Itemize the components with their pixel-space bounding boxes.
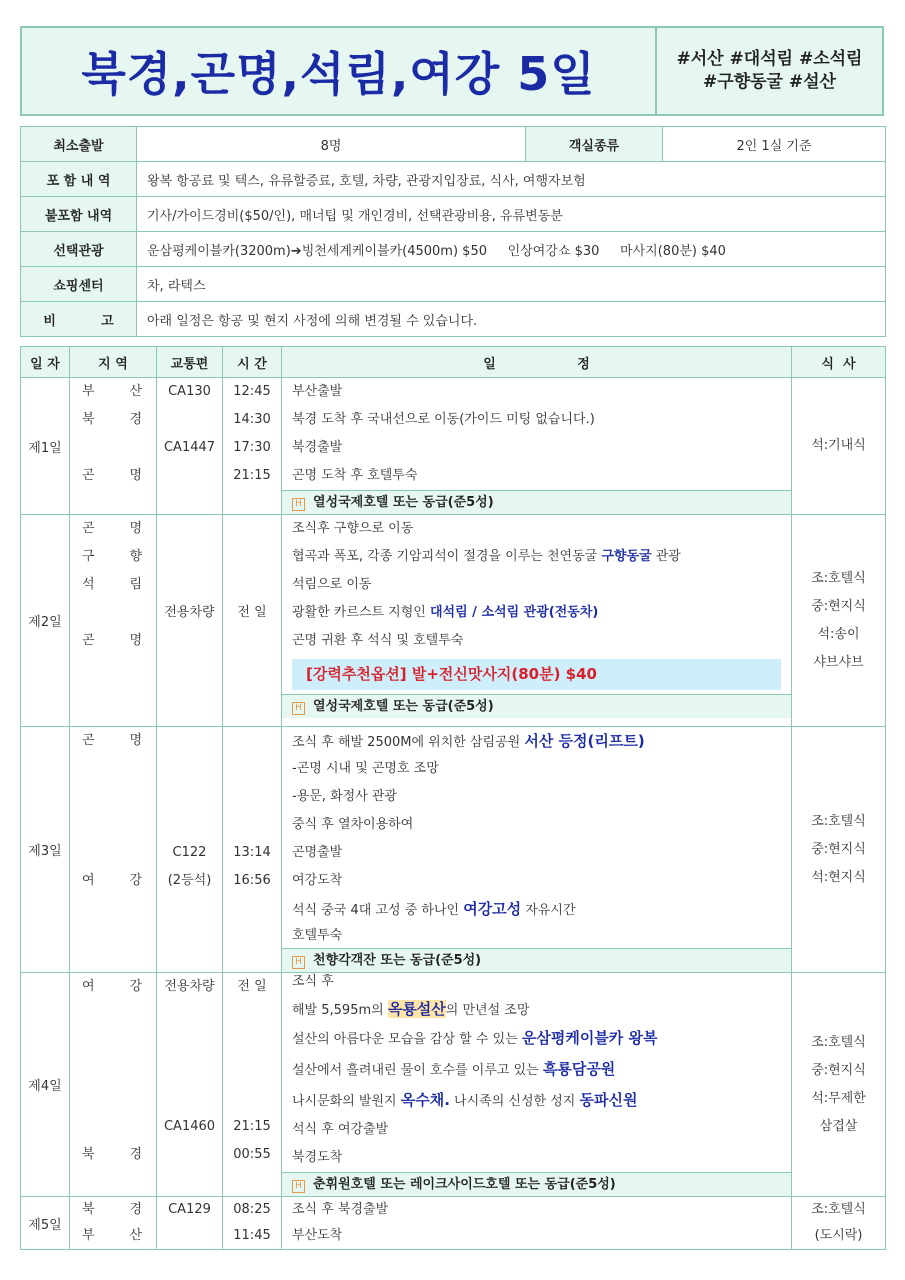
time-value: 11:45 <box>233 1228 271 1243</box>
region-item: 부 산 <box>82 1228 142 1243</box>
schedule-line: 조식후 구향으로 이동 <box>292 521 414 536</box>
hotel-h-icon: H <box>292 1180 305 1193</box>
note-label: 비 고 <box>21 302 137 337</box>
schedule-header: 일 정 <box>282 347 792 378</box>
schedule-line: -곤명 시내 및 곤명호 조망 <box>292 761 439 776</box>
schedule-cell <box>282 727 792 973</box>
meal-item: 조:호텔식 <box>811 1202 866 1217</box>
hotel-h-icon: H <box>292 702 305 715</box>
hotel-line <box>282 948 791 972</box>
meal-item: (도시락) <box>814 1228 863 1243</box>
hotel-name: 열성국제호텔 또는 동급(준5성) <box>313 699 494 714</box>
time-value: 전 일 <box>237 605 267 620</box>
day-label: 제2일 <box>21 515 70 727</box>
recommended-option: [강력추천옵션] 발+전신맛사지(80분) $40 <box>292 659 781 690</box>
min-value: 8명 <box>137 127 526 162</box>
schedule-cell <box>282 515 792 727</box>
region-item: 여 강 <box>82 979 142 994</box>
room-label: 객실종류 <box>526 127 663 162</box>
meal-item: 중:현지식 <box>811 841 866 857</box>
schedule-cell <box>282 1197 792 1250</box>
meal-item: 중:현지식 <box>811 598 866 614</box>
meal-item: 삼겹살 <box>819 1118 858 1134</box>
schedule-line: 북경 도착 후 국내선으로 이동(가이드 미팅 없습니다.) <box>292 412 595 427</box>
meal-cell <box>792 973 886 1197</box>
day-label: 제1일 <box>21 378 70 515</box>
region-item: 곤 명 <box>82 733 142 748</box>
schedule-line: 석식 중국 4대 고성 중 하나인 여강고성 자유시간 <box>292 900 576 918</box>
meal-item: 중:현지식 <box>811 1062 866 1078</box>
info-row <box>21 127 886 162</box>
schedule-line: 석식 후 여강출발 <box>292 1122 389 1137</box>
day-header: 일 자 <box>21 347 70 378</box>
time-value: 전 일 <box>237 979 267 994</box>
schedule-line: 호텔투숙 <box>292 928 343 943</box>
transport-value: 전용차량 <box>164 605 215 620</box>
region-header: 지 역 <box>70 347 157 378</box>
flight-number: CA1447 <box>163 440 216 455</box>
meal-item: 조:호텔식 <box>811 813 866 829</box>
region-item: 여 강 <box>82 873 142 888</box>
info-row <box>21 197 886 232</box>
schedule-line: 설산의 아름다운 모습을 감상 할 수 있는 운삼평케이블카 왕복 <box>292 1029 658 1047</box>
region-item: 북 경 <box>82 1202 142 1217</box>
region-item: 구 향 <box>82 549 142 564</box>
keyword-tags <box>657 28 882 114</box>
meal-item: 조:호텔식 <box>811 570 866 586</box>
option-label: 선택관광 <box>21 232 137 267</box>
time-value: 08:25 <box>233 1202 271 1217</box>
transport-header: 교통편 <box>157 347 223 378</box>
schedule-line: 나시문화의 발원지 옥수채. 나시족의 신성한 성지 동파신원 <box>292 1091 638 1109</box>
schedule-line: 협곡과 폭포, 각종 기암괴석이 절경을 이루는 천연동굴 구향동굴 관광 <box>292 549 681 564</box>
schedule-line: 북경출발 <box>292 440 343 455</box>
info-row <box>21 267 886 302</box>
day-row <box>21 515 886 727</box>
day-row <box>21 1197 886 1250</box>
schedule-line: 설산에서 흘려내린 물이 호수를 이루고 있는 흑룡담공원 <box>292 1060 616 1078</box>
time-value: 21:15 <box>233 1119 271 1134</box>
meal-item: 샤브샤브 <box>813 654 864 670</box>
info-table <box>20 126 886 337</box>
time-cell <box>223 1197 282 1250</box>
schedule-line: 중식 후 열차이용하여 <box>292 817 414 832</box>
transport-cell <box>157 727 223 973</box>
transport-cell <box>157 1197 223 1250</box>
meal-cell <box>792 378 886 515</box>
schedule-header-row <box>21 347 886 378</box>
exclude-label: 불포함 내역 <box>21 197 137 232</box>
region-item: 북 경 <box>82 1147 142 1162</box>
shop-value: 차, 라텍스 <box>137 267 886 302</box>
transport-cell <box>157 973 223 1197</box>
meal-item: 석:송이 <box>817 626 860 642</box>
schedule-line: 곤명출발 <box>292 845 343 860</box>
region-cell <box>70 515 157 727</box>
region-item: 곤 명 <box>82 468 142 483</box>
info-row <box>21 232 886 267</box>
schedule-table <box>20 346 886 1250</box>
include-value: 왕복 항공료 및 텍스, 유류할증료, 호텔, 차량, 관광지입장료, 식사, 여행자보험 <box>137 162 886 197</box>
time-value: 21:15 <box>233 468 271 483</box>
train-number: C122 <box>172 845 207 860</box>
hotel-line <box>282 694 791 718</box>
meal-header: 식 사 <box>792 347 886 378</box>
hotel-line <box>282 490 791 514</box>
schedule-line: 조식 후 해발 2500M에 위치한 삼림공원 서산 등정(리프트) <box>292 732 645 750</box>
info-row <box>21 302 886 337</box>
time-value: 14:30 <box>233 412 271 427</box>
option-value: 운삼평케이블카(3200m)➔빙천세계케이블카(4500m) $50 인상여강쇼 $30 마사지(80분) $40 <box>137 232 886 267</box>
note-value: 아래 일정은 항공 및 현지 사정에 의해 변경될 수 있습니다. <box>137 302 886 337</box>
min-label: 최소출발 <box>21 127 137 162</box>
schedule-cell <box>282 378 792 515</box>
schedule-line: 조식 후 <box>292 974 334 989</box>
exclude-value: 기사/가이드경비($50/인), 매너팁 및 개인경비, 선택관광비용, 유류변동분 <box>137 197 886 232</box>
transport-cell <box>157 378 223 515</box>
include-label: 포 함 내 역 <box>21 162 137 197</box>
time-cell <box>223 515 282 727</box>
train-class: (2등석) <box>167 873 212 888</box>
region-item: 석 림 <box>82 577 142 592</box>
region-cell <box>70 727 157 973</box>
hotel-name: 춘휘원호텔 또는 레이크사이드호텔 또는 동급(준5성) <box>313 1177 616 1192</box>
hotel-h-icon: H <box>292 498 305 511</box>
transport-value: 전용차량 <box>164 979 215 994</box>
schedule-line: 조식 후 북경출발 <box>292 1202 389 1217</box>
day-row <box>21 378 886 515</box>
day-label: 제3일 <box>21 727 70 973</box>
meal-cell <box>792 727 886 973</box>
hotel-h-icon: H <box>292 956 305 969</box>
day-label: 제4일 <box>21 973 70 1197</box>
region-cell <box>70 1197 157 1250</box>
flight-number: CA1460 <box>163 1119 216 1134</box>
day-row <box>21 727 886 973</box>
meal-cell <box>792 515 886 727</box>
info-row <box>21 162 886 197</box>
time-cell <box>223 378 282 515</box>
meal-item: 석:무제한 <box>811 1090 866 1106</box>
meal-item: 조:호텔식 <box>811 1034 866 1050</box>
time-cell <box>223 727 282 973</box>
day-label: 제5일 <box>21 1197 70 1250</box>
schedule-line: 북경도착 <box>292 1150 343 1165</box>
hotel-name: 열성국제호텔 또는 동급(준5성) <box>313 495 494 510</box>
header-banner <box>20 26 884 116</box>
region-item: 곤 명 <box>82 633 142 648</box>
tag-line: #구향동굴 #설산 <box>703 72 836 92</box>
time-value: 12:45 <box>233 384 271 399</box>
region-item: 곤 명 <box>82 521 142 536</box>
room-value: 2인 1실 기준 <box>663 127 886 162</box>
schedule-line: 곤명 귀환 후 석식 및 호텔투숙 <box>292 633 464 648</box>
tag-line: #서산 #대석림 #소석림 <box>676 49 863 69</box>
page-title: 북경,곤명,석림,여강 5일 <box>22 28 657 114</box>
meal-cell <box>792 1197 886 1250</box>
schedule-cell <box>282 973 792 1197</box>
time-value: 00:55 <box>233 1147 271 1162</box>
meal-item: 석:현지식 <box>811 869 866 885</box>
schedule-line: 부산출발 <box>292 384 343 399</box>
schedule-line: 여강도착 <box>292 873 343 888</box>
transport-cell <box>157 515 223 727</box>
schedule-line: 곤명 도착 후 호텔투숙 <box>292 468 418 483</box>
schedule-line: 광활한 카르스트 지형인 대석림 / 소석림 관광(전동차) <box>292 605 599 620</box>
schedule-line: -용문, 화정사 관광 <box>292 789 397 804</box>
time-header: 시 간 <box>223 347 282 378</box>
region-item: 북 경 <box>82 412 142 427</box>
hotel-line <box>282 1172 791 1196</box>
time-value: 17:30 <box>233 440 271 455</box>
time-value: 16:56 <box>233 873 271 888</box>
region-cell <box>70 378 157 515</box>
flight-number: CA130 <box>168 384 211 399</box>
meal-item: 석:기내식 <box>811 438 866 453</box>
flight-number: CA129 <box>168 1202 211 1217</box>
time-value: 13:14 <box>233 845 271 860</box>
schedule-line: 해발 5,595m의 옥룡설산의 만년설 조망 <box>292 1000 530 1018</box>
schedule-line: 부산도착 <box>292 1228 343 1243</box>
region-cell <box>70 973 157 1197</box>
day-row <box>21 973 886 1197</box>
shop-label: 쇼핑센터 <box>21 267 137 302</box>
schedule-line: 석림으로 이동 <box>292 577 372 592</box>
time-cell <box>223 973 282 1197</box>
region-item: 부 산 <box>82 384 142 399</box>
hotel-name: 천향각객잔 또는 동급(준5성) <box>313 953 482 968</box>
